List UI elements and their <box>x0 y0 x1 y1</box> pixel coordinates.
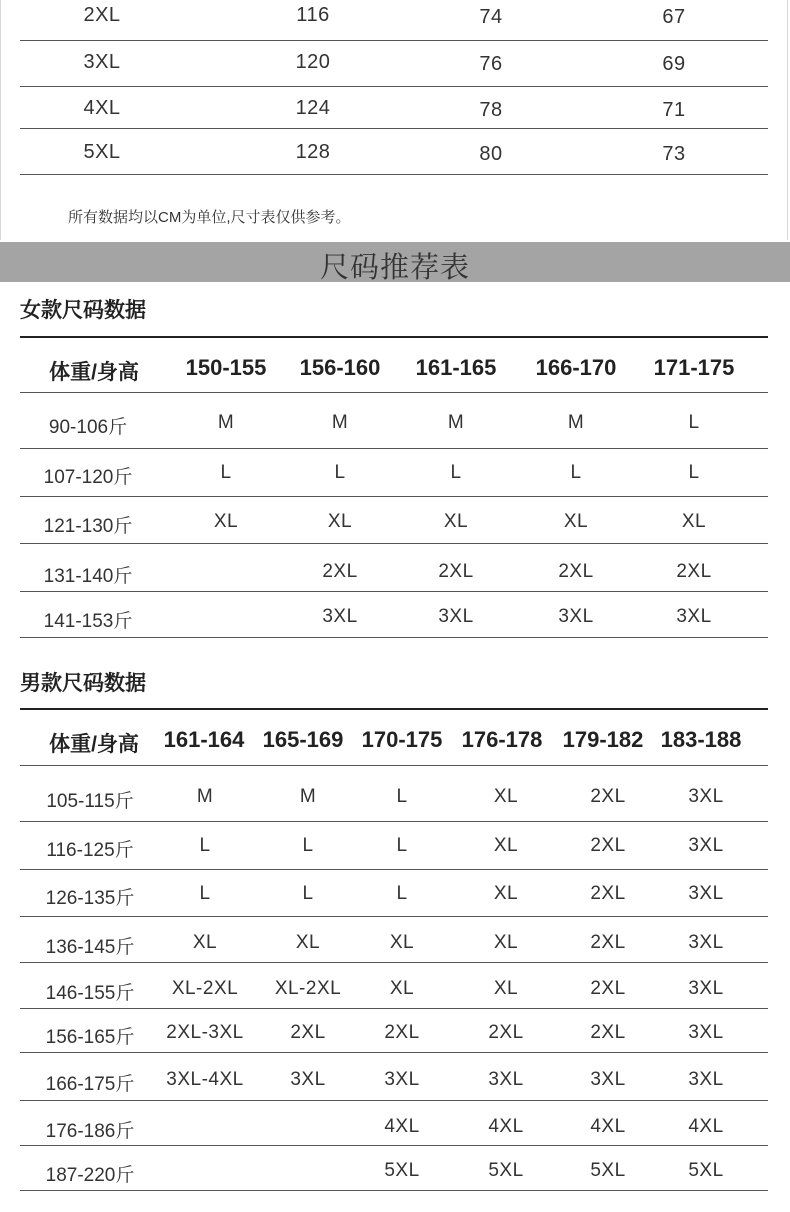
top-size-cell: 3XL <box>83 51 121 73</box>
size-cell: XL <box>681 511 707 532</box>
size-cell: XL <box>389 978 415 999</box>
top-value-cell: 71 <box>662 99 686 121</box>
weight-label: 141-153斤 <box>43 611 133 632</box>
row-divider <box>20 916 768 917</box>
table-top-rule <box>20 336 768 338</box>
size-cell: 3XL <box>688 978 724 999</box>
top-value-cell: 124 <box>295 97 331 119</box>
size-cell: 4XL <box>384 1116 420 1137</box>
size-cell: XL <box>493 883 519 904</box>
size-cell: 2XL <box>384 1022 420 1043</box>
row-divider <box>20 392 768 393</box>
weight-label: 107-120斤 <box>43 467 133 488</box>
top-size-cell: 2XL <box>83 4 121 26</box>
size-cell: 3XL <box>688 932 724 953</box>
weight-label: 156-165斤 <box>45 1027 135 1048</box>
size-cell: L <box>302 835 314 856</box>
height-header: 161-164 <box>163 727 245 752</box>
top-value-cell: 120 <box>295 51 331 73</box>
size-cell: 2XL <box>590 1022 626 1043</box>
banner-title: 尺码推荐表 <box>319 252 470 284</box>
size-cell: 2XL <box>438 561 474 582</box>
height-header: 161-165 <box>415 355 497 380</box>
row-divider <box>20 40 768 41</box>
women-section-title: 女款尺码数据 <box>20 299 146 322</box>
top-value-cell: 76 <box>479 53 503 75</box>
size-cell: 5XL <box>488 1160 524 1181</box>
size-cell: 2XL <box>290 1022 326 1043</box>
size-cell: 2XL <box>590 978 626 999</box>
size-cell: XL-2XL <box>171 978 239 999</box>
row-divider <box>20 1190 768 1191</box>
size-cell: 3XL <box>384 1069 420 1090</box>
height-header: 170-175 <box>361 727 443 752</box>
size-cell: 3XL <box>688 1022 724 1043</box>
size-cell: 2XL <box>488 1022 524 1043</box>
row-divider <box>20 174 768 175</box>
size-cell: L <box>688 412 700 433</box>
size-cell: 2XL <box>558 561 594 582</box>
row-divider <box>20 86 768 87</box>
height-header: 156-160 <box>299 355 381 380</box>
size-cell: 2XL-3XL <box>166 1022 244 1043</box>
height-header: 165-169 <box>262 727 344 752</box>
size-cell: 3XL <box>438 606 474 627</box>
size-cell: 3XL <box>488 1069 524 1090</box>
size-cell: M <box>331 412 349 433</box>
row-divider <box>20 1052 768 1053</box>
size-cell: L <box>199 835 211 856</box>
weight-label: 131-140斤 <box>43 566 133 587</box>
size-cell: 2XL <box>590 883 626 904</box>
size-cell: L <box>199 883 211 904</box>
size-cell: 4XL <box>488 1116 524 1137</box>
size-cell: 3XL <box>290 1069 326 1090</box>
table-top-rule <box>20 708 768 710</box>
size-cell: M <box>196 786 214 807</box>
size-cell: 3XL <box>590 1069 626 1090</box>
size-cell: XL <box>493 786 519 807</box>
size-cell: XL <box>493 978 519 999</box>
weight-label: 166-175斤 <box>45 1074 135 1095</box>
height-header: 166-170 <box>535 355 617 380</box>
weight-label: 116-125斤 <box>46 840 134 861</box>
size-cell: 3XL <box>558 606 594 627</box>
size-cell: 3XL <box>676 606 712 627</box>
row-divider <box>20 128 768 129</box>
row-divider <box>20 869 768 870</box>
height-header: 176-178 <box>461 727 543 752</box>
height-header: 171-175 <box>653 355 735 380</box>
top-value-cell: 74 <box>479 6 503 28</box>
size-cell: 2XL <box>590 786 626 807</box>
size-cell: M <box>447 412 465 433</box>
corner-header: 体重/身高 <box>49 361 139 384</box>
size-cell: 3XL-4XL <box>166 1069 244 1090</box>
size-cell: 3XL <box>688 835 724 856</box>
row-divider <box>20 1008 768 1009</box>
weight-label: 136-145斤 <box>45 937 135 958</box>
weight-label: 121-130斤 <box>43 516 133 537</box>
size-cell: L <box>688 462 700 483</box>
size-cell: 2XL <box>590 835 626 856</box>
size-cell: XL <box>563 511 589 532</box>
row-divider <box>20 1100 768 1101</box>
size-cell: XL <box>192 932 218 953</box>
top-value-cell: 67 <box>662 6 686 28</box>
unit-note: 所有数据均以CM为单位,尺寸表仅供参考。 <box>68 209 351 226</box>
size-cell: 4XL <box>590 1116 626 1137</box>
top-value-cell: 69 <box>662 53 686 75</box>
top-value-cell: 116 <box>296 4 330 26</box>
row-divider <box>20 496 768 497</box>
weight-label: 90-106斤 <box>48 417 128 438</box>
size-cell: 2XL <box>676 561 712 582</box>
size-cell: L <box>334 462 346 483</box>
size-cell: 3XL <box>688 1069 724 1090</box>
weight-label: 146-155斤 <box>45 983 135 1004</box>
row-divider <box>20 1145 768 1146</box>
top-value-cell: 128 <box>295 141 331 163</box>
size-cell: L <box>396 786 408 807</box>
size-cell: L <box>570 462 582 483</box>
men-section-title: 男款尺码数据 <box>20 672 146 695</box>
size-cell: M <box>299 786 317 807</box>
size-cell: XL <box>295 932 321 953</box>
size-cell: M <box>217 412 235 433</box>
height-header: 179-182 <box>562 727 644 752</box>
size-cell: 3XL <box>688 786 724 807</box>
row-divider <box>20 962 768 963</box>
weight-label: 105-115斤 <box>46 791 134 812</box>
size-cell: 3XL <box>688 883 724 904</box>
row-divider <box>20 821 768 822</box>
size-cell: 2XL <box>322 561 358 582</box>
weight-label: 187-220斤 <box>45 1165 135 1186</box>
size-cell: L <box>396 883 408 904</box>
weight-label: 176-186斤 <box>45 1121 135 1142</box>
size-cell: L <box>396 835 408 856</box>
size-cell: XL <box>327 511 353 532</box>
top-size-cell: 5XL <box>83 141 121 163</box>
size-cell: XL <box>493 835 519 856</box>
size-cell: 2XL <box>590 932 626 953</box>
row-divider <box>20 543 768 544</box>
size-cell: XL <box>493 932 519 953</box>
size-cell: 5XL <box>384 1160 420 1181</box>
weight-label: 126-135斤 <box>45 888 135 909</box>
height-header: 150-155 <box>185 355 267 380</box>
row-divider <box>20 765 768 766</box>
size-cell: XL <box>443 511 469 532</box>
size-cell: M <box>567 412 585 433</box>
row-divider <box>20 591 768 592</box>
top-value-cell: 73 <box>662 143 686 165</box>
size-cell: L <box>302 883 314 904</box>
height-header: 183-188 <box>660 727 742 752</box>
corner-header: 体重/身高 <box>49 733 139 756</box>
size-cell: L <box>220 462 232 483</box>
top-value-cell: 78 <box>479 99 503 121</box>
row-divider <box>20 448 768 449</box>
top-value-cell: 80 <box>479 143 503 165</box>
size-cell: 5XL <box>590 1160 626 1181</box>
size-cell: XL <box>389 932 415 953</box>
size-cell: 5XL <box>688 1160 724 1181</box>
row-divider <box>20 637 768 638</box>
size-cell: L <box>450 462 462 483</box>
size-cell: 4XL <box>688 1116 724 1137</box>
size-cell: 3XL <box>322 606 358 627</box>
size-cell: XL <box>213 511 239 532</box>
size-cell: XL-2XL <box>274 978 342 999</box>
top-size-cell: 4XL <box>83 97 121 119</box>
